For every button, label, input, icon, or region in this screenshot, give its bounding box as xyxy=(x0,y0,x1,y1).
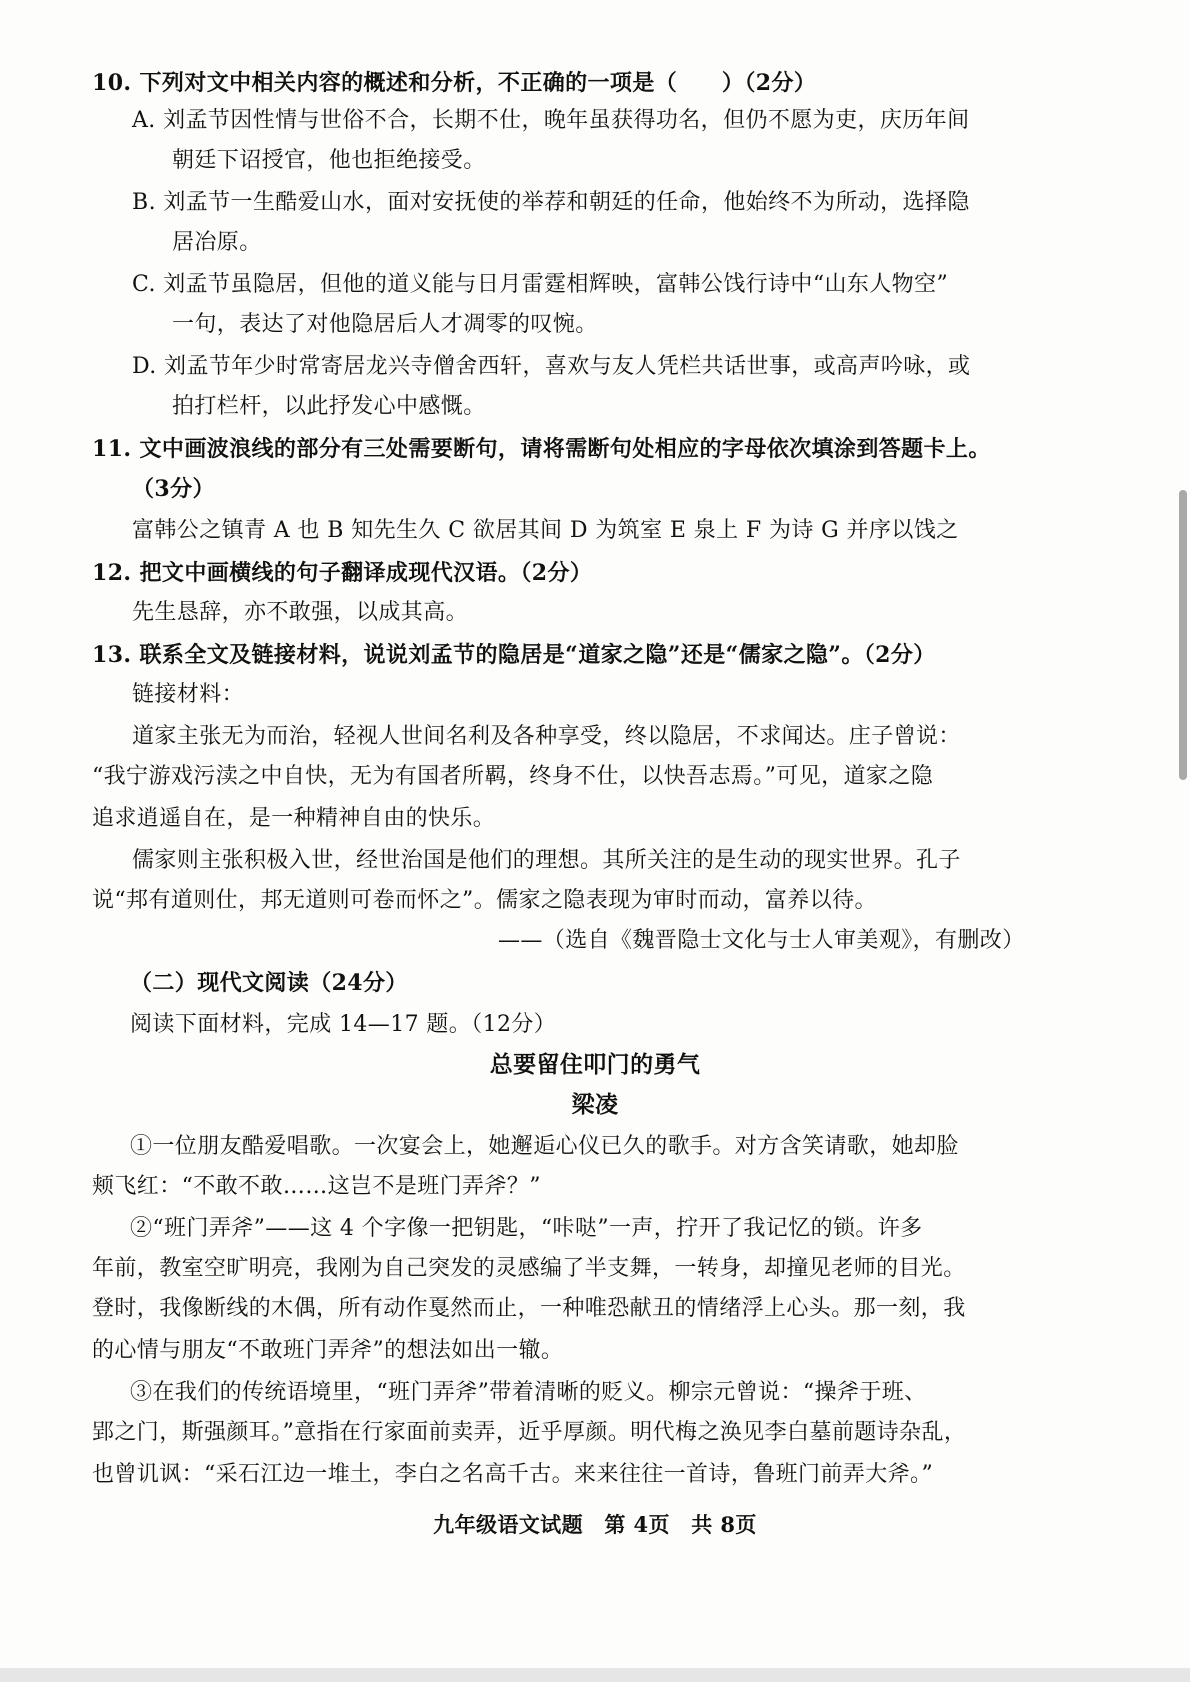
q10-option-a-line2: 朝廷下诏授官，他也拒绝接受。 xyxy=(172,148,486,173)
article-para2-line2: 年前，教室空旷明亮，我刚为自己突发的灵感编了半支舞，一转身，却撞见老师的目光。 xyxy=(92,1256,966,1281)
q11-stem-line2: （3分） xyxy=(132,476,215,502)
q13-material-source: ——（选自《魏晋隐士文化与士人审美观》，有删改） xyxy=(498,928,1025,953)
article-para3-line2: 郢之门，斯强颜耳。”意指在行家面前卖弄，近乎厚颜。明代梅之涣见李白墓前题诗杂乱， xyxy=(92,1420,967,1445)
q13-material-p1-line2: “我宁游戏污渎之中自快，无为有国者所羁，终身不仕，以快吾志焉。”可见，道家之隐 xyxy=(92,764,934,789)
article-para2-line1: ②“班门弄斧”——这 4 个字像一把钥匙，“咔哒”一声，拧开了我记忆的锁。许多 xyxy=(130,1216,923,1241)
article-author: 梁凌 xyxy=(571,1091,619,1118)
article-para3-line3: 也曾讥讽：“采石江边一堆土，李白之名高千古。来来往往一首诗，鲁班门前弄大斧。” xyxy=(92,1462,934,1487)
q10-stem: 10. 下列对文中相关内容的概述和分析，不正确的一项是（ ）（2分） xyxy=(92,70,817,96)
q10-option-b-line1: B. 刘孟节一生酷爱山水，面对安抚使的举荐和朝廷的任命，他始终不为所动，选择隐 xyxy=(132,190,970,215)
q10-option-c-line1: C. 刘孟节虽隐居，但他的道义能与日月雷霆相辉映，富韩公饯行诗中“山东人物空” xyxy=(132,272,949,297)
q10-option-d-line2: 拍打栏杆，以此抒发心中感慨。 xyxy=(172,394,486,419)
q13-stem: 13. 联系全文及链接材料，说说刘孟节的隐居是“道家之隐”还是“儒家之隐”。（2分） xyxy=(92,642,936,668)
q13-link-label: 链接材料： xyxy=(132,682,245,707)
q13-material-p1-line3: 追求逍遥自在，是一种精神自由的快乐。 xyxy=(92,806,496,831)
section2-heading: （二）现代文阅读（24分） xyxy=(130,970,408,996)
article-para1-line1: ①一位朋友酷爱唱歌。一次宴会上，她邂逅心仪已久的歌手。对方含笑请歌，她却脸 xyxy=(130,1134,959,1159)
scrollbar[interactable] xyxy=(1179,490,1187,780)
q13-material-p2-line1: 儒家则主张积极入世，经世治国是他们的理想。其所关注的是生动的现实世界。孔子 xyxy=(132,848,961,873)
article-para2-line4: 的心情与朋友“不敢班门弄斧”的想法如出一辙。 xyxy=(92,1338,564,1363)
article-para2-line3: 登时，我像断线的木偶，所有动作戛然而止，一种唯恐献丑的情绪浮上心头。那一刻，我 xyxy=(92,1296,966,1321)
q10-option-a-line1: A. 刘孟节因性情与世俗不合，长期不仕，晚年虽获得功名，但仍不愿为吏，庆历年间 xyxy=(132,108,970,133)
article-para1-line2: 颊飞红：“不敢不敢……这岂不是班门弄斧？” xyxy=(92,1174,541,1199)
q11-text: 富韩公之镇青 A 也 B 知先生久 C 欲居其间 D 为筑室 E 泉上 F 为诗 G 并序以饯之 xyxy=(132,518,959,543)
q13-material-p2-line2: 说“邦有道则仕，邦无道则可卷而怀之”。儒家之隐表现为审时而动，富养以待。 xyxy=(92,888,877,913)
q10-option-b-line2: 居冶原。 xyxy=(172,230,262,255)
q13-material-p1-line1: 道家主张无为而治，轻视人世间名利及各种享受，终以隐居，不求闻达。庄子曾说： xyxy=(132,724,961,749)
article-para3-line1: ③在我们的传统语境里，“班门弄斧”带着清晰的贬义。柳宗元曾说：“操斧于班、 xyxy=(130,1380,927,1405)
q10-option-d-line1: D. 刘孟节年少时常寄居龙兴寺僧舍西轩，喜欢与友人凭栏共话世事，或高声吟咏，或 xyxy=(132,354,971,379)
section2-instruction: 阅读下面材料，完成 14—17 题。（12分） xyxy=(130,1012,557,1037)
page-bottom-edge xyxy=(0,1668,1190,1682)
q11-stem-line1: 11. 文中画波浪线的部分有三处需要断句，请将需断句处相应的字母依次填涂到答题卡上。 xyxy=(92,436,991,462)
article-title: 总要留住叩门的勇气 xyxy=(489,1051,701,1078)
q12-text: 先生恳辞，亦不敢强，以成其高。 xyxy=(132,600,469,625)
page-footer: 九年级语文试题 第 4页 共 8页 xyxy=(433,1512,757,1537)
q10-option-c-line2: 一句，表达了对他隐居后人才凋零的叹惋。 xyxy=(172,312,598,337)
q12-stem: 12. 把文中画横线的句子翻译成现代汉语。（2分） xyxy=(92,560,593,586)
